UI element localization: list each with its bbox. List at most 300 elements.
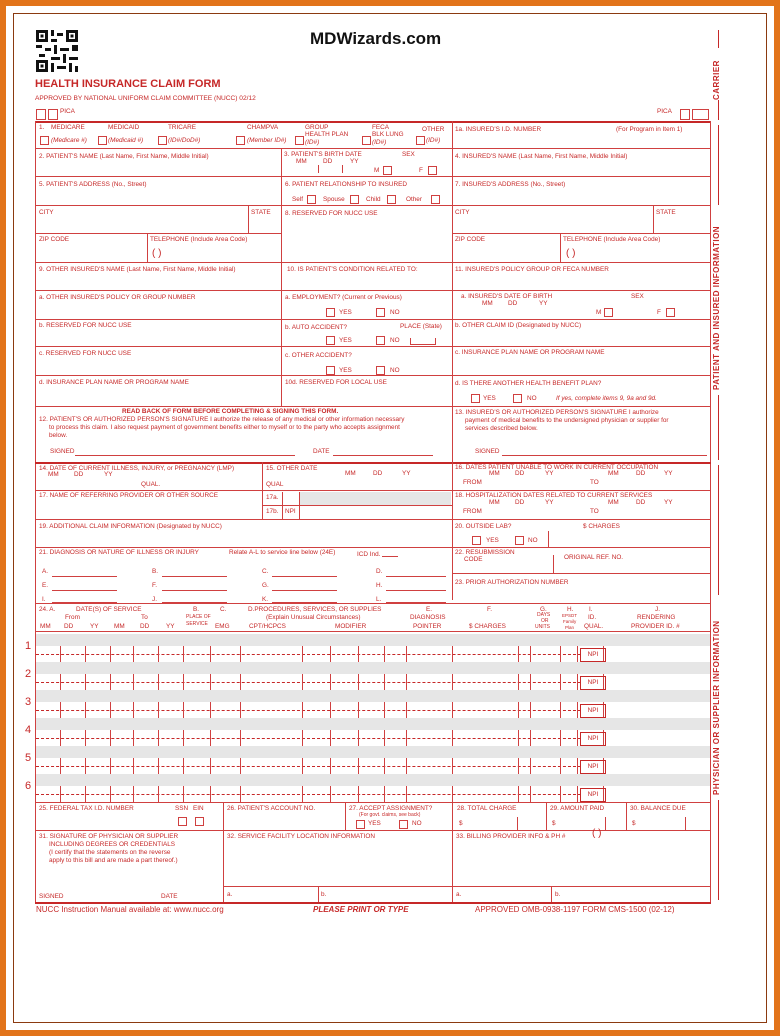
- bottom-rule-318: [318, 886, 319, 903]
- f20-rule: [548, 531, 549, 547]
- diag-g-field[interactable]: [272, 590, 337, 591]
- physician-column-rule: [452, 462, 453, 600]
- f18-dd-2: DD: [636, 499, 646, 506]
- service-line-shaded[interactable]: [36, 746, 710, 758]
- service-line-divider: [406, 702, 407, 718]
- f10c-yes: YES: [339, 367, 352, 374]
- service-line-divider: [183, 730, 184, 746]
- f24-from: From: [65, 614, 80, 621]
- diag-g-letter: G.: [262, 582, 269, 589]
- f3-dd: DD: [323, 158, 333, 165]
- service-line-npi: NPI: [580, 732, 606, 746]
- rule-319: [35, 319, 711, 320]
- f22-rule: [553, 555, 554, 573]
- medicare-sub: (Medicare #): [51, 137, 87, 144]
- service-line-divider: [133, 758, 134, 774]
- insured-column-rule: [452, 121, 453, 462]
- diag-k-field[interactable]: [272, 602, 337, 603]
- service-line-divider: [560, 758, 561, 774]
- service-line-divider: [330, 702, 331, 718]
- service-line-divider: [60, 674, 61, 690]
- f16-yy: YY: [545, 470, 554, 477]
- service-line-divider: [110, 674, 111, 690]
- f31-signed: SIGNED: [39, 893, 64, 900]
- f20-no-checkbox[interactable]: [515, 536, 524, 545]
- service-line-divider: [358, 786, 359, 802]
- f3-tick-1: [318, 165, 319, 173]
- diag-i-field[interactable]: [52, 602, 117, 603]
- f24-a: 24. A.: [39, 606, 56, 613]
- f12-line-2: to process this claim. I also request payment of government benefits either to myself or to the party who accepts assignment: [49, 424, 400, 431]
- diag-l-field[interactable]: [386, 602, 446, 603]
- f33-a: a.: [456, 891, 462, 898]
- rule-886: [223, 886, 711, 887]
- f24-rendering-2: PROVIDER ID. #: [631, 623, 680, 630]
- f11a-m: M: [596, 309, 602, 316]
- zip-label-right: ZIP CODE: [455, 236, 486, 243]
- rule-830: [35, 830, 711, 831]
- other-checkbox[interactable]: [416, 136, 425, 145]
- form-top-rule: [35, 121, 711, 123]
- f9c-label: c. RESERVED FOR NUCC USE: [39, 350, 132, 357]
- service-line-divider: [85, 786, 86, 802]
- f19-label: 19. ADDITIONAL CLAIM INFORMATION (Designated by NUCC): [39, 523, 222, 530]
- bottom-rule-452: [452, 802, 453, 903]
- f33-b: b.: [555, 891, 561, 898]
- f31-line-2: INCLUDING DEGREES OR CREDENTIALS: [49, 841, 176, 848]
- f22-label-1: 22. RESUBMISSION: [455, 549, 515, 556]
- f10a-yes-checkbox[interactable]: [326, 308, 335, 317]
- group-label-1: GROUP: [305, 124, 329, 131]
- tricare-checkbox[interactable]: [158, 136, 167, 145]
- f12-line-1: 12. PATIENT'S OR AUTHORIZED PERSON'S SIGNATURE I authorize the release of any medical or other information necessary: [39, 416, 405, 423]
- service-line-divider: [358, 646, 359, 662]
- diag-e-field[interactable]: [52, 590, 117, 591]
- service-line-dashes: [36, 710, 581, 712]
- f5-label: 5. PATIENT'S ADDRESS (No., Street): [39, 181, 147, 188]
- service-line-divider: [530, 758, 531, 774]
- f14-dd: DD: [74, 471, 84, 478]
- f11c-label: c. INSURANCE PLAN NAME OR PROGRAM NAME: [455, 349, 605, 356]
- bottom-rule-551: [551, 886, 552, 903]
- f3-female-checkbox[interactable]: [428, 166, 437, 175]
- service-line-divider: [384, 646, 385, 662]
- f24-j: J.: [655, 606, 660, 613]
- f25-ein-checkbox[interactable]: [195, 817, 204, 826]
- f17-label: 17. NAME OF REFERRING PROVIDER OR OTHER SOURCE: [39, 492, 218, 499]
- f11b-label: b. OTHER CLAIM ID (Designated by NUCC): [455, 322, 582, 329]
- diag-e-letter: E.: [42, 582, 49, 589]
- service-line-divider: [240, 646, 241, 662]
- service-line-shaded[interactable]: [36, 662, 710, 674]
- rule-547: [35, 547, 711, 548]
- service-line-divider: [518, 786, 519, 802]
- f18-label: 18. HOSPITALIZATION DATES RELATED TO CURRENT SERVICES: [455, 492, 653, 499]
- service-line-shaded[interactable]: [36, 690, 710, 702]
- service-line-divider: [158, 786, 159, 802]
- f11a-female-checkbox[interactable]: [666, 308, 675, 317]
- diag-f-field[interactable]: [162, 590, 227, 591]
- service-line-shaded[interactable]: [36, 774, 710, 786]
- f10c-yes-checkbox[interactable]: [326, 366, 335, 375]
- f15-yy: YY: [402, 470, 411, 477]
- f20-label: 20. OUTSIDE LAB?: [455, 523, 512, 530]
- service-line-divider: [406, 674, 407, 690]
- f13-line-1: 13. INSURED'S OR AUTHORIZED PERSON'S SIGNATURE I authorize: [455, 409, 659, 416]
- service-line-divider: [560, 730, 561, 746]
- f24-g: G.: [540, 606, 547, 613]
- f6-self: Self: [292, 196, 304, 203]
- f30-cents-rule: [685, 817, 686, 830]
- diag-d-letter: D.: [376, 568, 383, 575]
- diag-c-letter: C.: [262, 568, 269, 575]
- service-line-number: 5: [25, 752, 32, 764]
- f27-yes-checkbox[interactable]: [356, 820, 365, 829]
- zip-label: ZIP CODE: [39, 236, 70, 243]
- pica-label-left: PICA: [60, 108, 75, 115]
- service-line-divider: [530, 702, 531, 718]
- feca-checkbox[interactable]: [362, 136, 371, 145]
- f10c-no-checkbox[interactable]: [376, 366, 385, 375]
- physician-arrow-top: [718, 465, 719, 595]
- service-line-divider: [530, 730, 531, 746]
- f21-relate: Relate A-L to service line below (24E): [229, 549, 336, 556]
- f29-dollar: $: [552, 820, 556, 827]
- service-line-divider: [60, 646, 61, 662]
- f25-ssn-checkbox[interactable]: [178, 817, 187, 826]
- service-line-npi: NPI: [580, 704, 606, 718]
- service-line-divider: [210, 674, 211, 690]
- f20-yes-checkbox[interactable]: [472, 536, 481, 545]
- medicaid-checkbox[interactable]: [98, 136, 107, 145]
- f6-child: Child: [366, 196, 381, 203]
- f10b-yes: YES: [339, 337, 352, 344]
- service-line-divider: [577, 702, 578, 718]
- f1a-label: 1a. INSURED'S I.D. NUMBER: [455, 126, 542, 133]
- f11d-yes: YES: [483, 395, 496, 402]
- pica-box-left[interactable]: [36, 109, 46, 120]
- service-line-divider: [577, 786, 578, 802]
- f27-no-checkbox[interactable]: [399, 820, 408, 829]
- rule-233-left: [35, 233, 282, 234]
- f3-tick-2: [342, 165, 343, 173]
- f1a-note: (For Program in Item 1): [616, 126, 683, 133]
- service-line-divider: [560, 702, 561, 718]
- service-line-dashes: [36, 654, 581, 656]
- service-line-divider: [158, 730, 159, 746]
- f11d-label: d. IS THERE ANOTHER HEALTH BENEFIT PLAN?: [455, 380, 602, 387]
- medicare-checkbox[interactable]: [40, 136, 49, 145]
- service-line-divider: [452, 730, 453, 746]
- f24-emg: EMG: [215, 623, 230, 630]
- f18-yy: YY: [545, 499, 554, 506]
- f11a-dd: DD: [508, 300, 518, 307]
- service-line-divider: [133, 786, 134, 802]
- group-checkbox[interactable]: [295, 136, 304, 145]
- rule-490: [35, 490, 711, 491]
- champva-checkbox[interactable]: [236, 136, 245, 145]
- f33-label: 33. BILLING PROVIDER INFO & PH #: [456, 833, 566, 840]
- other-label: OTHER: [422, 126, 445, 133]
- f16-label: 16. DATES PATIENT UNABLE TO WORK IN CURRENT OCCUPATION: [455, 464, 659, 471]
- service-line-dashes: [36, 794, 581, 796]
- service-line-divider: [330, 674, 331, 690]
- f31-line-3: (I certify that the statements on the reverse: [49, 849, 171, 856]
- pica-box-right[interactable]: [680, 109, 690, 120]
- service-line-divider: [577, 730, 578, 746]
- service-line-divider: [452, 646, 453, 662]
- service-line-divider: [302, 646, 303, 662]
- f20-no: NO: [528, 537, 538, 544]
- service-line-divider: [133, 646, 134, 662]
- f21-label: 21. DIAGNOSIS OR NATURE OF ILLNESS OR INJURY: [39, 549, 199, 556]
- rule-573: [452, 573, 710, 574]
- service-line-divider: [358, 730, 359, 746]
- rule-17a: [262, 505, 452, 506]
- service-line-divider: [302, 674, 303, 690]
- f12-date-line[interactable]: [333, 455, 433, 456]
- f13-line-2: payment of medical benefits to the undersigned physician or supplier for: [465, 417, 669, 424]
- diag-i-letter: I.: [42, 596, 46, 603]
- diag-f-letter: F.: [152, 582, 157, 589]
- state-label-right: STATE: [656, 209, 676, 216]
- service-line-divider: [358, 702, 359, 718]
- form-right-rule: [710, 121, 711, 903]
- f10a-yes: YES: [339, 309, 352, 316]
- f17a-shaded[interactable]: [300, 492, 451, 505]
- rule-290: [35, 290, 711, 291]
- bottom-rule-546: [546, 802, 547, 830]
- f30-dollar: $: [632, 820, 636, 827]
- f14-yy: YY: [104, 471, 113, 478]
- service-line-divider: [406, 646, 407, 662]
- service-line-divider: [406, 786, 407, 802]
- footer-approved: APPROVED OMB-0938-1197 FORM CMS-1500 (02-12): [475, 905, 675, 914]
- f10a-no: NO: [390, 309, 400, 316]
- f10a-no-checkbox[interactable]: [376, 308, 385, 317]
- f24-days-2: OR: [541, 618, 549, 624]
- service-line-divider: [210, 646, 211, 662]
- group-sub: (ID#): [305, 139, 320, 146]
- f11d-note: If yes, complete items 9, 9a and 9d.: [556, 395, 657, 402]
- f6-other-checkbox[interactable]: [431, 195, 440, 204]
- f24-epsdt-2: Family: [563, 619, 577, 624]
- f12-signed: SIGNED: [50, 448, 75, 455]
- f27-label: 27. ACCEPT ASSIGNMENT?: [349, 805, 433, 812]
- diag-c-field[interactable]: [272, 576, 337, 577]
- f13-line-3: services described below.: [465, 425, 538, 432]
- f11d-yes-checkbox[interactable]: [471, 394, 480, 403]
- f15-label: 15. OTHER DATE: [266, 465, 318, 472]
- f30-label: 30. BALANCE DUE: [630, 805, 686, 812]
- service-line-divider: [85, 674, 86, 690]
- service-line-divider: [577, 758, 578, 774]
- f24-qual: QUAL.: [584, 623, 604, 630]
- service-line-divider: [518, 730, 519, 746]
- f3-yy: YY: [350, 158, 359, 165]
- f18-to: TO: [590, 508, 599, 515]
- f17-rule-1: [282, 492, 283, 519]
- service-line-divider: [240, 730, 241, 746]
- f6-self-checkbox[interactable]: [307, 195, 316, 204]
- f24-dates: DATE(S) OF SERVICE: [76, 606, 142, 613]
- f10-label: 10. IS PATIENT'S CONDITION RELATED TO:: [287, 266, 418, 273]
- service-line-npi: NPI: [580, 788, 606, 802]
- f10b-no-checkbox[interactable]: [376, 336, 385, 345]
- service-line-divider: [85, 730, 86, 746]
- f8-label: 8. RESERVED FOR NUCC USE: [285, 210, 378, 217]
- tricare-label: TRICARE: [168, 124, 197, 131]
- service-line-divider: [183, 702, 184, 718]
- f18-from: FROM: [463, 508, 482, 515]
- f18-dd: DD: [515, 499, 525, 506]
- f3-m: M: [374, 167, 380, 174]
- side-label-carrier: CARRIER: [712, 60, 721, 100]
- f24-days-1: DAYS: [537, 612, 551, 618]
- service-line-dashes: [36, 682, 581, 684]
- zip-tel-rule-right: [560, 233, 561, 262]
- service-line-divider: [133, 730, 134, 746]
- side-label-patient: PATIENT AND INSURED INFORMATION: [712, 225, 721, 390]
- f9-label: 9. OTHER INSURED'S NAME (Last Name, First Name, Middle Initial): [39, 266, 236, 273]
- f16-from: FROM: [463, 479, 482, 486]
- f6-label: 6. PATIENT RELATIONSHIP TO INSURED: [285, 181, 408, 188]
- f13-signature-line[interactable]: [502, 455, 707, 456]
- f11d-no-checkbox[interactable]: [513, 394, 522, 403]
- diag-a-letter: A.: [42, 568, 49, 575]
- f6-child-checkbox[interactable]: [387, 195, 396, 204]
- service-line-divider: [110, 730, 111, 746]
- f10b-state-field[interactable]: [410, 338, 436, 345]
- service-line-divider: [183, 786, 184, 802]
- physician-arrow-bottom: [718, 800, 719, 900]
- other-sub: (ID#): [426, 137, 441, 144]
- service-line-divider: [406, 730, 407, 746]
- pica-label-right: PICA: [657, 108, 672, 115]
- service-line-shaded[interactable]: [36, 634, 710, 646]
- f9a-label: a. OTHER INSURED'S POLICY OR GROUP NUMBER: [39, 294, 196, 301]
- f14-mm: MM: [48, 471, 59, 478]
- diag-h-letter: H.: [376, 582, 383, 589]
- service-line-divider: [358, 758, 359, 774]
- f1-num: 1.: [39, 124, 45, 131]
- f10b-place: PLACE (State): [400, 323, 442, 330]
- service-line-divider: [330, 786, 331, 802]
- service-line-divider: [210, 730, 211, 746]
- service-line-divider: [302, 786, 303, 802]
- service-line-divider: [183, 758, 184, 774]
- rule-519: [35, 519, 711, 520]
- service-line-divider: [577, 646, 578, 662]
- service-line-divider: [240, 786, 241, 802]
- f3-f: F: [419, 167, 423, 174]
- f25-ein: EIN: [193, 805, 204, 812]
- f24-diag-2: POINTER: [413, 623, 442, 630]
- service-line-number: 2: [25, 668, 32, 680]
- diag-l-letter: L.: [376, 596, 382, 603]
- service-line-divider: [384, 702, 385, 718]
- service-line-divider: [110, 758, 111, 774]
- rule-406: [35, 406, 711, 407]
- f10b-yes-checkbox[interactable]: [326, 336, 335, 345]
- service-line-divider: [60, 786, 61, 802]
- f24-diag-1: DIAGNOSIS: [410, 614, 446, 621]
- service-line-divider: [133, 674, 134, 690]
- bottom-rule-345: [345, 802, 346, 830]
- f21-icd-field[interactable]: [382, 556, 398, 557]
- f31-date: DATE: [161, 893, 178, 900]
- f6-spouse-checkbox[interactable]: [350, 195, 359, 204]
- service-line-divider: [158, 646, 159, 662]
- f22-original: ORIGINAL REF. NO.: [564, 554, 624, 561]
- f12-signature-line[interactable]: [75, 455, 295, 456]
- f24-yy-2: YY: [166, 623, 175, 630]
- f12-line-3: below.: [49, 432, 68, 439]
- f16-dd-2: DD: [636, 470, 646, 477]
- f20-charges: $ CHARGES: [583, 523, 620, 530]
- service-line-npi: NPI: [580, 760, 606, 774]
- service-line-divider: [110, 786, 111, 802]
- diag-a-field[interactable]: [52, 576, 117, 577]
- f24-epsdt-1: EPSDT: [562, 613, 578, 618]
- tel-paren: ( ): [152, 248, 162, 259]
- f10b-label: b. AUTO ACCIDENT?: [285, 324, 348, 331]
- service-line-divider: [452, 674, 453, 690]
- service-line-divider: [452, 702, 453, 718]
- tel-label: TELEPHONE (Include Area Code): [150, 236, 248, 243]
- service-line-dashes: [36, 738, 581, 740]
- f11a-label: a. INSURED'S DATE OF BIRTH: [461, 293, 553, 300]
- service-line-divider: [210, 786, 211, 802]
- f3-label: 3. PATIENT'S BIRTH DATE: [284, 151, 362, 158]
- rule-176: [35, 176, 711, 177]
- service-line-divider: [302, 730, 303, 746]
- rule-375: [35, 375, 711, 376]
- service-line-divider: [110, 702, 111, 718]
- f7-label: 7. INSURED'S ADDRESS (No., Street): [455, 181, 566, 188]
- tel-paren-right: ( ): [566, 248, 576, 259]
- f24-cpt: CPT/HCPCS: [249, 623, 286, 630]
- service-line-divider: [560, 646, 561, 662]
- readback-note: READ BACK OF FORM BEFORE COMPLETING & SIGNING THIS FORM.: [122, 408, 339, 415]
- patient-arrow-bottom: [718, 395, 719, 460]
- diag-b-field[interactable]: [162, 576, 227, 577]
- service-line-divider: [518, 674, 519, 690]
- f24-h: H.: [567, 606, 574, 613]
- f24-yy-1: YY: [90, 623, 99, 630]
- diag-j-field[interactable]: [162, 602, 227, 603]
- service-line-shaded[interactable]: [36, 718, 710, 730]
- diag-d-field[interactable]: [386, 576, 446, 577]
- f3-male-checkbox[interactable]: [383, 166, 392, 175]
- diag-h-field[interactable]: [386, 590, 446, 591]
- service-line-divider: [240, 758, 241, 774]
- pica-box-right-2[interactable]: [692, 109, 709, 120]
- service-line-divider: [384, 786, 385, 802]
- footer-please-print: PLEASE PRINT OR TYPE: [313, 905, 409, 914]
- service-line-npi: NPI: [580, 648, 606, 662]
- pica-box-left-2[interactable]: [48, 109, 58, 120]
- f11a-male-checkbox[interactable]: [604, 308, 613, 317]
- f24-mm-2: MM: [114, 623, 125, 630]
- service-line-divider: [210, 758, 211, 774]
- rule-631: [35, 631, 711, 632]
- service-line-divider: [330, 730, 331, 746]
- medicaid-label: MEDICAID: [108, 124, 140, 131]
- f22-label-2: CODE: [464, 556, 483, 563]
- service-line-number: 4: [25, 724, 32, 736]
- inner-frame: [13, 13, 767, 1023]
